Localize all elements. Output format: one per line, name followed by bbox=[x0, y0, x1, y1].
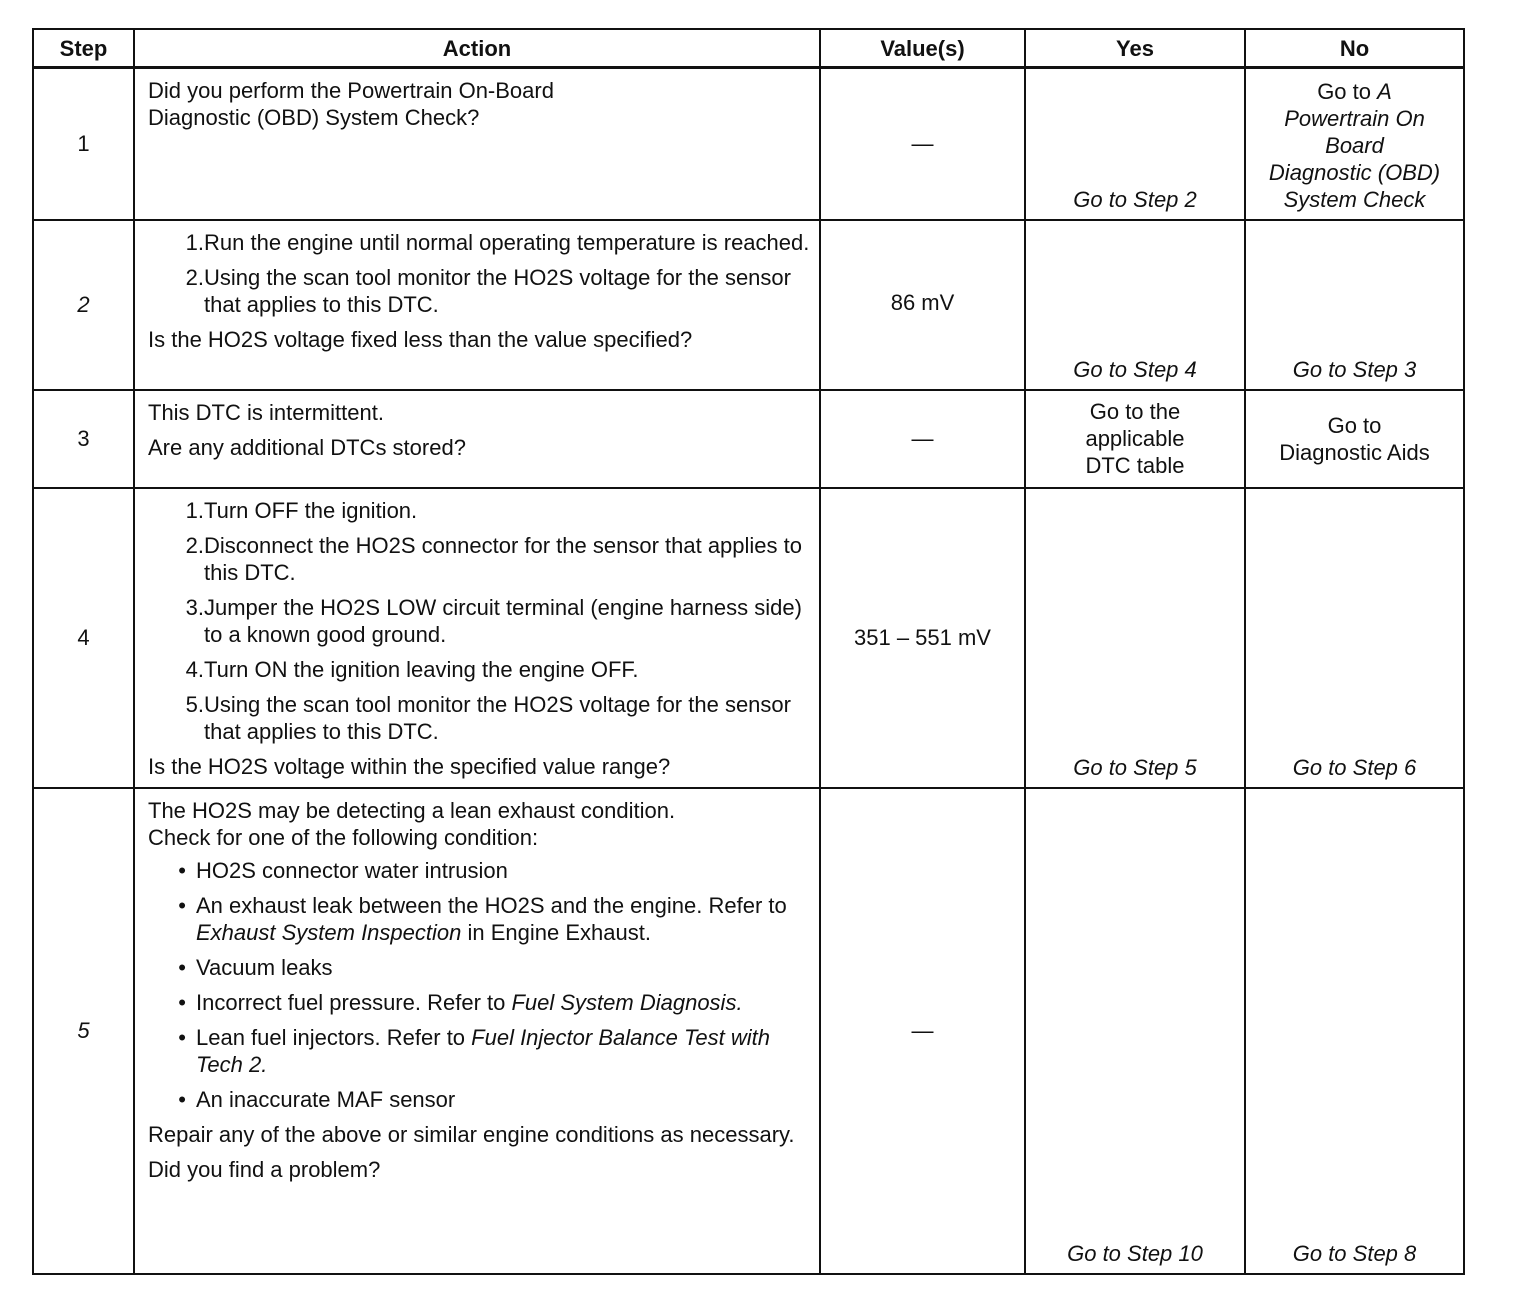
action-text: Diagnostic (OBD) System Check? bbox=[148, 105, 480, 130]
header-action: Action bbox=[134, 29, 820, 68]
list-item: 2. Using the scan tool monitor the HO2S voltage for the sensor that applies to this DTC. bbox=[185, 264, 791, 317]
goto-text[interactable]: Go to bbox=[1327, 412, 1382, 438]
no-cell bbox=[1245, 220, 1464, 390]
goto-text: Go to bbox=[1317, 78, 1378, 104]
step-number: 2 bbox=[33, 220, 134, 390]
list-item: • Vacuum leaks bbox=[178, 954, 333, 980]
table-row-step-4 bbox=[33, 488, 1464, 788]
list-item: • An exhaust leak between the HO2S and the engine. Refer to Exhaust System Inspection in Engine Exhaust. bbox=[178, 892, 787, 945]
step-number: 1 bbox=[33, 68, 134, 220]
goto-link[interactable]: Diagnostic (OBD) bbox=[1268, 159, 1441, 185]
list-item: 1. Run the engine until normal operating temperature is reached. bbox=[185, 229, 810, 255]
action-question: Did you find a problem? bbox=[148, 1156, 381, 1182]
goto-link[interactable]: Go to Step 4 bbox=[1073, 356, 1197, 382]
value-cell: — bbox=[820, 788, 1025, 1274]
yes-cell bbox=[1025, 788, 1245, 1274]
list-item: • Lean fuel injectors. Refer to Fuel Injector Balance Test with Tech 2. bbox=[178, 1024, 770, 1077]
reference-link[interactable]: Fuel Injector Balance Test with Tech 2 bbox=[196, 1024, 770, 1077]
header-step: Step bbox=[33, 29, 134, 68]
bullet-list bbox=[148, 857, 811, 1113]
list-item: 3. Jumper the HO2S LOW circuit terminal (engine harness side) to a known good ground. bbox=[185, 594, 802, 647]
no-cell bbox=[1245, 488, 1464, 788]
reference-link[interactable]: Exhaust System Inspection bbox=[196, 919, 462, 945]
list-item: • HO2S connector water intrusion bbox=[178, 857, 508, 883]
goto-text[interactable]: Diagnostic Aids bbox=[1279, 439, 1430, 465]
no-cell bbox=[1245, 390, 1464, 488]
action-cell bbox=[134, 220, 820, 390]
list-item: 2. Disconnect the HO2S connector for the sensor that applies to this DTC. bbox=[185, 532, 802, 585]
table-row-step-2 bbox=[33, 220, 1464, 390]
no-cell bbox=[1245, 68, 1464, 220]
value-cell: — bbox=[820, 390, 1025, 488]
goto-link[interactable]: Board bbox=[1325, 132, 1384, 158]
list-item: 5. Using the scan tool monitor the HO2S voltage for the sensor that applies to this DTC. bbox=[185, 691, 791, 744]
yes-cell bbox=[1025, 68, 1245, 220]
value-cell: — bbox=[820, 68, 1025, 220]
action-text: Did you perform the Powertrain On-Board bbox=[148, 78, 554, 103]
action-question: Are any additional DTCs stored? bbox=[148, 434, 466, 460]
yes-cell bbox=[1025, 488, 1245, 788]
yes-cell bbox=[1025, 390, 1245, 488]
header-yes: Yes bbox=[1025, 29, 1245, 68]
list-item: 1. Turn OFF the ignition. bbox=[185, 497, 418, 523]
goto-link[interactable]: Powertrain On bbox=[1284, 105, 1425, 131]
goto-link[interactable]: Go to Step 6 bbox=[1292, 754, 1417, 780]
goto-link[interactable]: Go to Step 10 bbox=[1067, 1240, 1203, 1266]
table-row-step-3 bbox=[33, 390, 1464, 488]
list-item: 4. Turn ON the ignition leaving the engine OFF. bbox=[185, 656, 639, 682]
table-row-step-1 bbox=[33, 68, 1464, 220]
action-text: The HO2S may be detecting a lean exhaust condition. bbox=[148, 797, 676, 823]
action-cell bbox=[134, 788, 820, 1274]
action-cell bbox=[134, 390, 820, 488]
action-question: Is the HO2S voltage fixed less than the value specified? bbox=[148, 326, 693, 352]
reference-link[interactable]: Fuel System Diagnosis bbox=[511, 989, 737, 1015]
goto-text[interactable]: applicable bbox=[1085, 426, 1185, 451]
goto-link[interactable]: Go to Step 3 bbox=[1292, 356, 1417, 382]
goto-text[interactable]: DTC table bbox=[1085, 453, 1185, 478]
step-number: 3 bbox=[33, 390, 134, 488]
action-text: Check for one of the following condition: bbox=[148, 824, 539, 850]
goto-link[interactable]: A bbox=[1377, 78, 1392, 104]
action-cell bbox=[134, 488, 820, 788]
no-cell bbox=[1245, 788, 1464, 1274]
goto-link[interactable]: Go to Step 8 bbox=[1292, 1240, 1417, 1266]
value-cell: 351 – 551 mV bbox=[820, 488, 1025, 788]
table-row-step-5 bbox=[33, 788, 1464, 1274]
step-number: 5 bbox=[33, 788, 134, 1274]
action-text: Repair any of the above or similar engine conditions as necessary. bbox=[148, 1121, 795, 1147]
header-no: No bbox=[1245, 29, 1464, 68]
step-number: 4 bbox=[33, 488, 134, 788]
list-item: • An inaccurate MAF sensor bbox=[178, 1086, 456, 1112]
goto-text[interactable]: Go to the bbox=[1089, 399, 1181, 424]
header-values: Value(s) bbox=[820, 29, 1025, 68]
numbered-list bbox=[148, 229, 811, 318]
diagnostic-table bbox=[32, 28, 1465, 1275]
goto-link[interactable]: System Check bbox=[1283, 186, 1426, 212]
header-row bbox=[33, 29, 1464, 68]
yes-cell bbox=[1025, 220, 1245, 390]
action-text: This DTC is intermittent. bbox=[148, 399, 384, 425]
goto-link[interactable]: Go to Step 5 bbox=[1073, 754, 1197, 780]
goto-link[interactable]: Go to Step 2 bbox=[1073, 186, 1197, 212]
value-cell: 86 mV bbox=[820, 220, 1025, 390]
numbered-list bbox=[148, 497, 811, 745]
action-cell bbox=[134, 68, 820, 220]
list-item: • Incorrect fuel pressure. Refer to Fuel System Diagnosis. bbox=[178, 989, 743, 1015]
action-question: Is the HO2S voltage within the specified value range? bbox=[148, 753, 671, 779]
